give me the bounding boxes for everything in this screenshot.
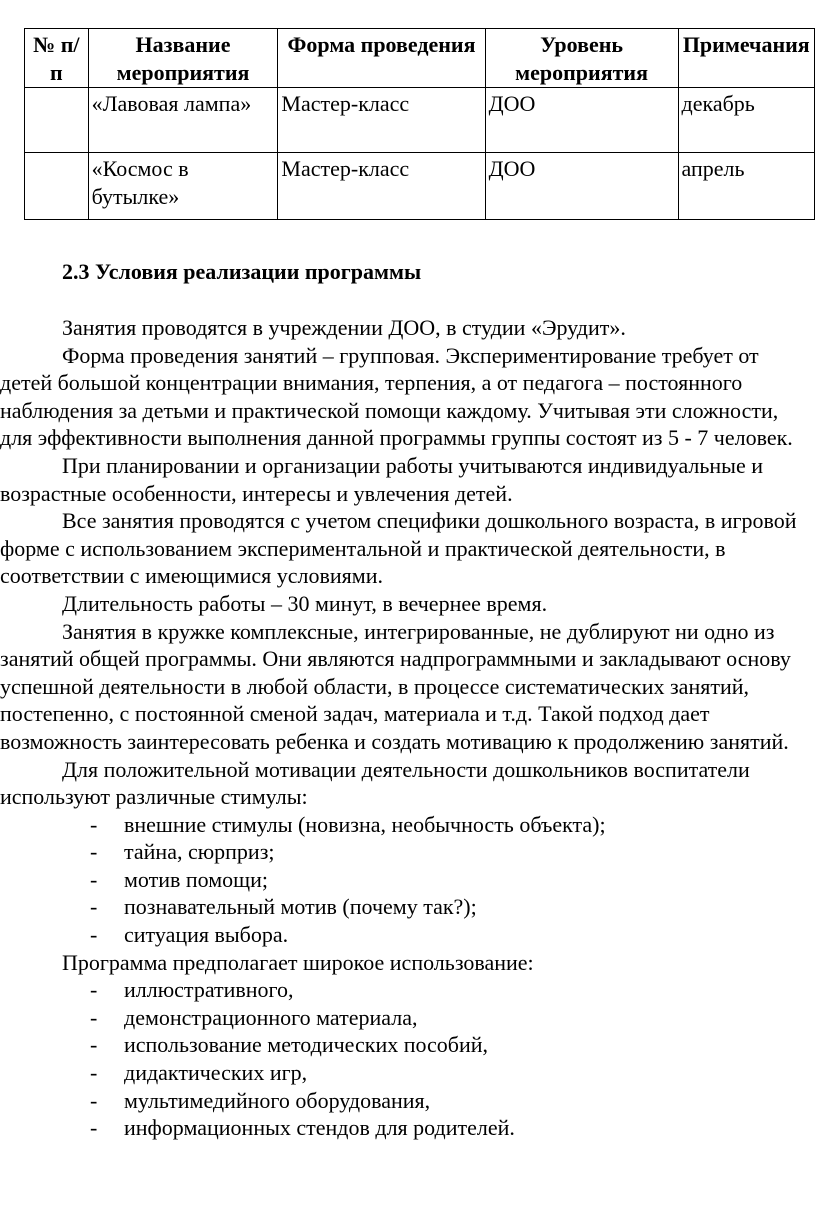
dash-marker: -	[90, 1115, 98, 1141]
list-item-text: познавательный мотив (почему так?);	[124, 894, 477, 920]
dash-marker: -	[90, 1032, 98, 1058]
cell-number	[25, 153, 89, 220]
paragraph: Для положительной мотивации деятельности дошкольников воспитатели используют различные стимулы:	[0, 756, 750, 810]
cell-notes: декабрь	[678, 88, 814, 153]
header-form: Форма проведения	[278, 29, 485, 88]
cell-notes: апрель	[678, 153, 814, 220]
list-item	[0, 866, 816, 894]
list-item-text: мультимедийного оборудования,	[124, 1087, 431, 1113]
list-item	[0, 976, 816, 1004]
paragraph: При планировании и организации работы учитываются индивидуальные и возрастные особенности, интересы и увлечения детей.	[0, 452, 764, 506]
table-row	[25, 88, 815, 153]
list-item-text: иллюстративного,	[124, 977, 294, 1003]
list-item-text: внешние стимулы (новизна, необычность объекта);	[124, 811, 606, 837]
list-item-text: тайна, сюрприз;	[124, 839, 275, 865]
cell-number	[25, 88, 89, 153]
dash-marker: -	[90, 839, 98, 865]
paragraph: Все занятия проводятся с учетом специфики дошкольного возраста, в игровой форме с использованием экспериментальной и практической деятельности, в соответствии с имеющимися условиями.	[0, 508, 797, 589]
dash-marker: -	[90, 1004, 98, 1030]
dash-marker: -	[90, 894, 98, 920]
list-item-text: демонстрационного материала,	[124, 1004, 418, 1030]
dash-marker: -	[90, 866, 98, 892]
list-item-text: мотив помощи;	[124, 866, 269, 892]
cell-event-name: «Лавовая лампа»	[88, 88, 278, 153]
dash-marker: -	[90, 811, 98, 837]
paragraph: Длительность работы – 30 минут, в вечернее время.	[62, 590, 548, 616]
section-heading: 2.3 Условия реализации программы	[62, 259, 422, 284]
usage-list	[0, 976, 816, 1142]
list-item	[0, 1087, 816, 1115]
paragraph: Занятия в кружке комплексные, интегрированные, не дублируют ни одно из занятий общей программы. Они являются надпрограммными и закладывают основу успешной деятельности в любой области, в процессе систематических занятий, постепенно, с постоянной сменой задач, материала и т.д. Такой подход дает возможность заинтересовать ребенка и создать мотивацию к продолжению занятий.	[0, 618, 791, 754]
dash-marker: -	[90, 1087, 98, 1113]
paragraph: Форма проведения занятий – групповая. Экспериментирование требует от детей большой концентрации внимания, терпения, а от педагога – постоянного наблюдения за детьми и практической помощи каждому. Учитывая эти сложности, для эффективности выполнения данной программы группы состоят из 5 - 7 человек.	[0, 342, 793, 451]
cell-form: Мастер-класс	[278, 88, 485, 153]
header-notes: Примечания	[678, 29, 814, 88]
list-item-text: использование методических пособий,	[124, 1032, 489, 1058]
cell-level: ДОО	[485, 88, 678, 153]
header-event-name: Название мероприятия	[88, 29, 278, 88]
header-number: № п/п	[25, 29, 89, 88]
cell-level: ДОО	[485, 153, 678, 220]
dash-marker: -	[90, 1060, 98, 1086]
events-table	[24, 28, 815, 220]
cell-event-name: «Космос в бутылке»	[88, 153, 278, 220]
list-item	[0, 921, 816, 949]
list-item-text: информационных стендов для родителей.	[124, 1115, 515, 1141]
cell-form: Мастер-класс	[278, 153, 485, 220]
table-header-row	[25, 29, 815, 88]
dash-marker: -	[90, 977, 98, 1003]
list-item-text: дидактических игр,	[124, 1060, 308, 1086]
list-item	[0, 1114, 816, 1142]
paragraph: Программа предполагает широкое использование:	[62, 949, 534, 975]
dash-marker: -	[90, 922, 98, 948]
section-body	[0, 258, 816, 1142]
stimuli-list	[0, 811, 816, 949]
paragraph: Занятия проводятся в учреждении ДОО, в студии «Эрудит».	[62, 315, 626, 340]
list-item	[0, 1004, 816, 1032]
list-item	[0, 811, 816, 839]
table-row	[25, 153, 815, 220]
list-item	[0, 893, 816, 921]
list-item	[0, 838, 816, 866]
list-item	[0, 1031, 816, 1059]
list-item	[0, 1059, 816, 1087]
header-level: Уровень мероприятия	[485, 29, 678, 88]
list-item-text: ситуация выбора.	[124, 922, 289, 948]
